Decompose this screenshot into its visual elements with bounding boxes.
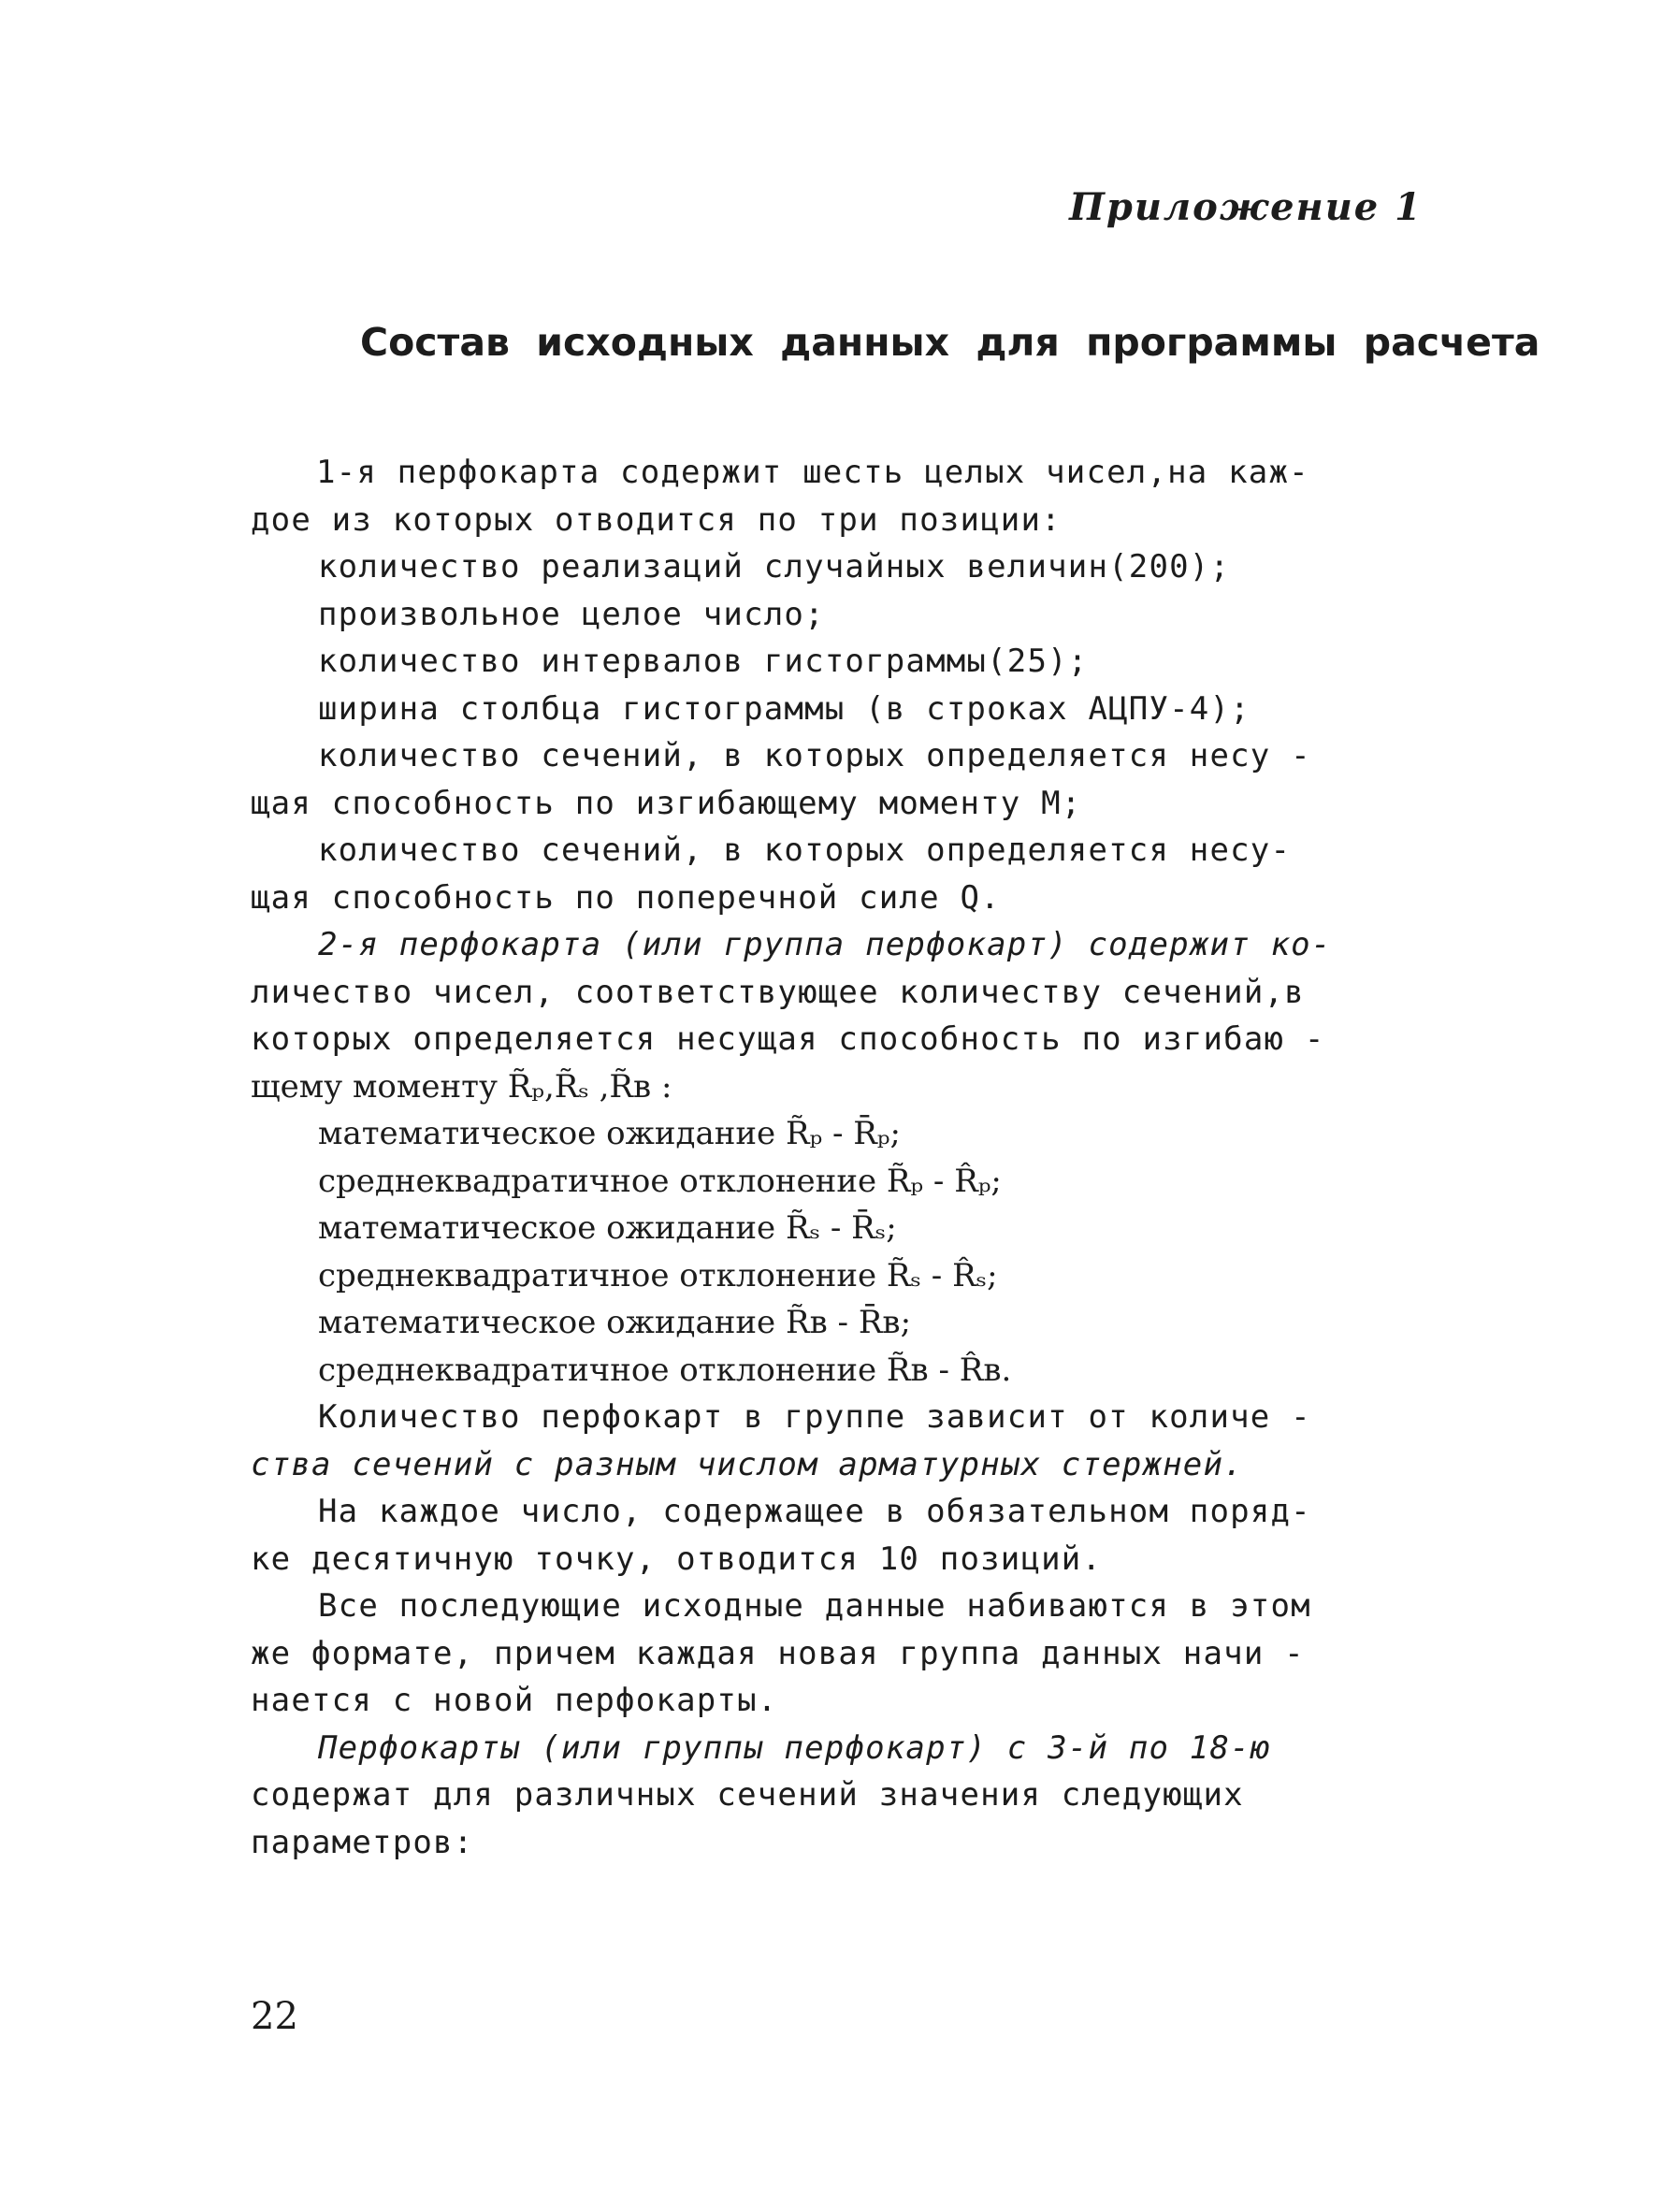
text-line: параметров: (251, 1823, 474, 1861)
text-line: На каждое число, содержащее в обязательном поряд- (318, 1493, 1311, 1530)
text-line: щая способность по изгибающему моменту М; (251, 784, 1082, 822)
text-line: нается с новой перфокарты. (251, 1682, 778, 1719)
formula-line: щему моменту R̃ₚ,R̃ₛ ,R̃в : (251, 1067, 672, 1106)
body-text (251, 449, 1476, 1866)
text-line: произвольное целое число; (318, 595, 825, 633)
text-line: дое из которых отводится по три позиции: (251, 500, 1062, 539)
formula-line: среднеквадратичное отклонение R̃в - R̂в. (318, 1351, 1012, 1389)
formula-line: среднеквадратичное отклонение R̃ₚ - R̂ₚ; (318, 1162, 1002, 1200)
text-line: количество сечений, в которых определяется несу- (318, 831, 1292, 869)
formula-line: среднеквадратичное отклонение R̃ₛ - R̂ₛ; (318, 1256, 998, 1294)
text-line: же формате, причем каждая новая группа данных начи - (251, 1634, 1305, 1672)
text-line: Все последующие исходные данные набиваются в этом (318, 1587, 1311, 1625)
text-line: ширина столбца гистограммы (в строках АЦПУ-4); (318, 689, 1251, 728)
text-line: количество реализаций случайных величин(200); (318, 548, 1231, 586)
text-line: содержат для различных сечений значения следующих (251, 1776, 1244, 1814)
text-line: ке десятичную точку, отводится 10 позиций. (251, 1540, 1103, 1578)
formula-line: математическое ожидание R̃ₛ - R̄ₛ; (318, 1209, 897, 1247)
text-line: ства сечений с разным числом арматурных стержней. (251, 1445, 1244, 1483)
formula-line: математическое ожидание R̃ₚ - R̄ₚ; (318, 1115, 901, 1152)
text-line: Перфокарты (или группы перфокарт) с 3-й по 18-ю (318, 1728, 1271, 1767)
text-line: 2-я перфокарта (или группа перфокарт) содержит ко- (318, 926, 1332, 963)
text-line: количество сечений, в которых определяется несу - (318, 737, 1311, 774)
text-line: щая способность по поперечной силе Q. (251, 878, 1001, 917)
appendix-label: Приложение 1 (1069, 185, 1423, 229)
text-line: Количество перфокарт в группе зависит от количе - (318, 1398, 1311, 1436)
page-number: 22 (251, 1995, 298, 2038)
text-line: личество чисел, соответствующее количеству сечений,в (251, 973, 1305, 1011)
section-title: Состав исходных данных для программы расчета (360, 320, 1540, 365)
text-line: которых определяется несущая способность по изгибаю - (251, 1020, 1325, 1058)
text-line: 1-я перфокарта содержит шесть целых чисел,на каж- (316, 454, 1309, 491)
formula-line: математическое ожидание R̃в - R̄в; (318, 1304, 912, 1341)
text-line: количество интервалов гистограммы(25); (318, 643, 1089, 680)
